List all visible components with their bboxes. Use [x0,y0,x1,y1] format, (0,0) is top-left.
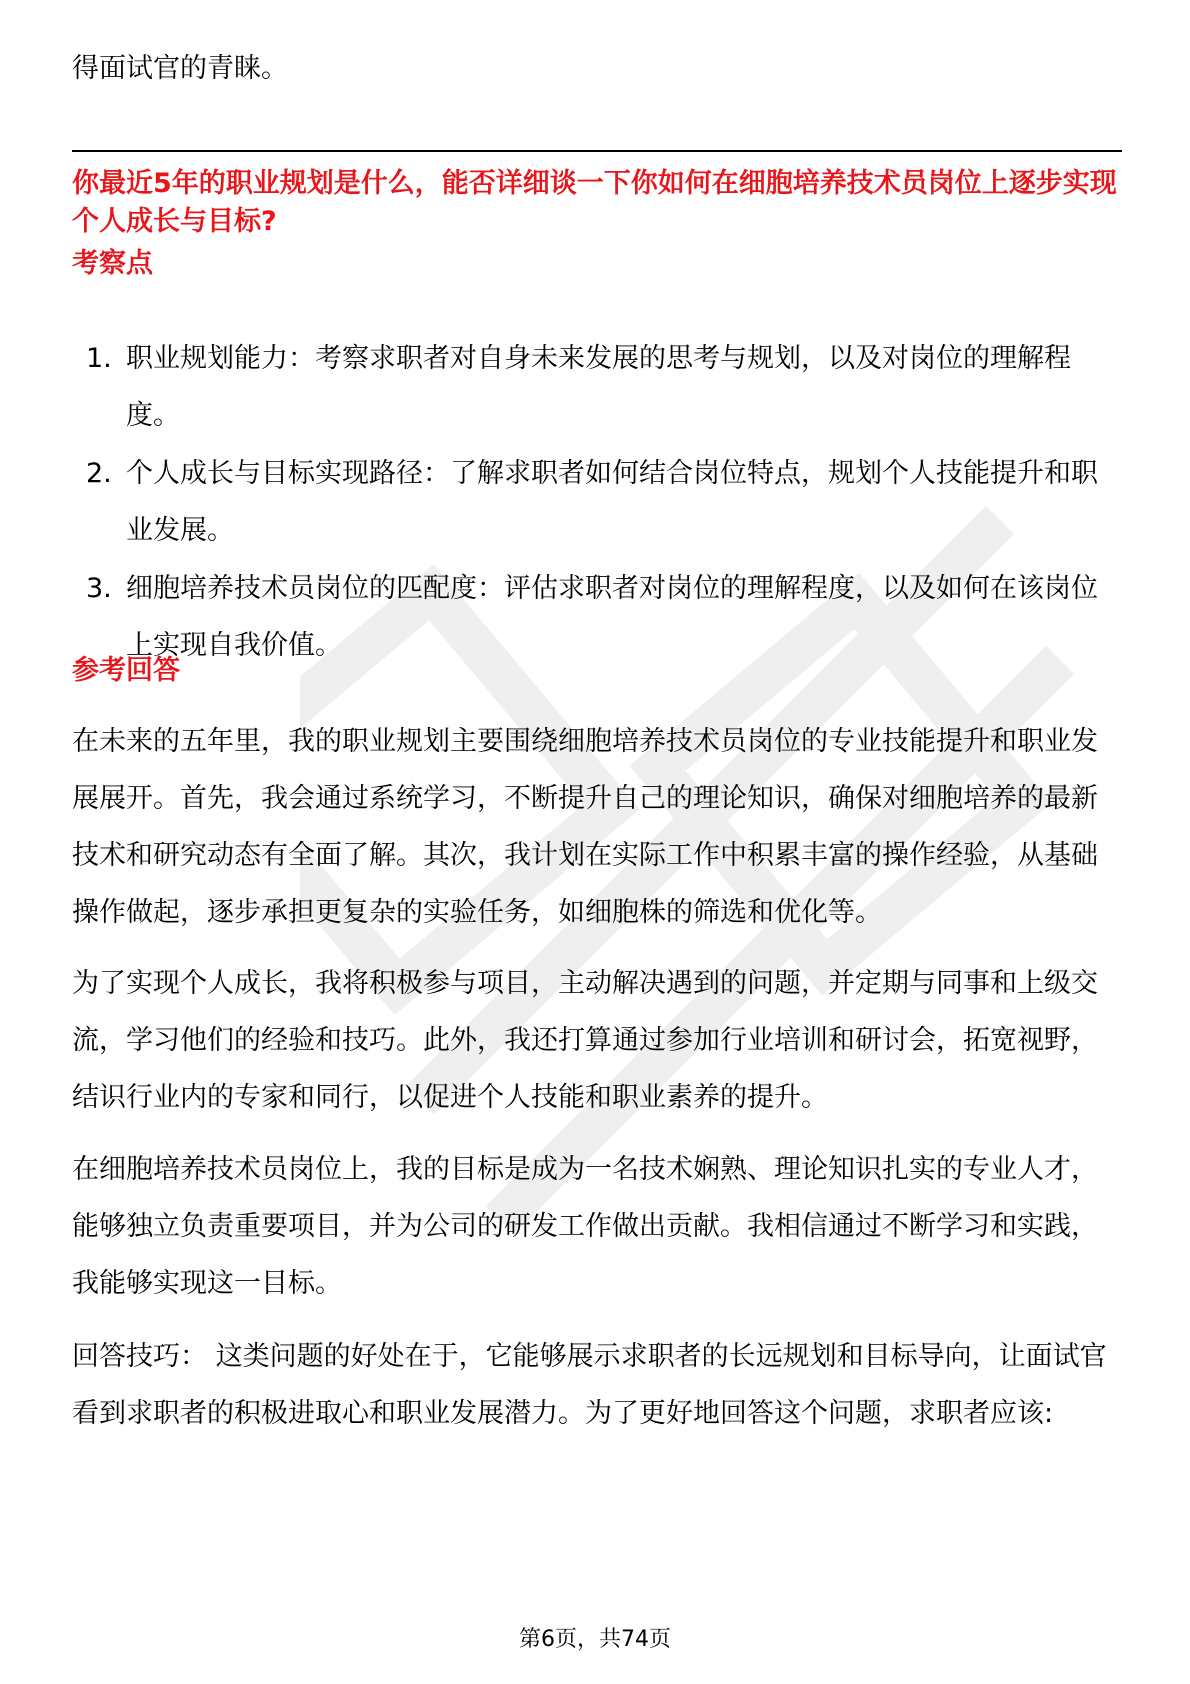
list-item-number: 1. [86,343,112,374]
list-item [72,330,1122,444]
lead-text: 得面试官的青睐。 [72,53,288,84]
list-item-number: 3. [86,573,112,604]
list-item-text: 个人成长与目标实现路径：了解求职者如何结合岗位特点，规划个人技能提升和职业发展。 [126,458,1098,546]
page-number-footer: 第6页，共74页 [519,1627,671,1652]
list-item-text: 职业规划能力：考察求职者对自身未来发展的思考与规划，以及对岗位的理解程度。 [126,343,1071,431]
answer-section-title: 参考回答 [72,655,180,686]
list-item [72,445,1122,559]
answer-paragraph: 在未来的五年里，我的职业规划主要围绕细胞培养技术员岗位的专业技能提升和职业发展展开。首先，我会通过系统学习，不断提升自己的理论知识，确保对细胞培养的最新技术和研究动态有全面了解。其次，我计划在实际工作中积累丰富的操作经验，从基础操作做起，逐步承担更复杂的实验任务，如细胞株的筛选和优化等。 [72,726,1098,928]
answer-paragraph: 在细胞培养技术员岗位上，我的目标是成为一名技术娴熟、理论知识扎实的专业人才，能够独立负责重要项目，并为公司的研发工作做出贡献。我相信通过不断学习和实践，我能够实现这一目标。 [72,1154,1098,1299]
question-heading: 你最近5年的职业规划是什么，能否详细谈一下你如何在细胞培养技术员岗位上逐步实现个人成长与目标? [72,168,1117,237]
focus-points-list [72,330,1122,675]
answer-tip-paragraph: 回答技巧： 这类问题的好处在于，它能够展示求职者的长远规划和目标导向，让面试官看到求职者的积极进取心和职业发展潜力。为了更好地回答这个问题，求职者应该: [72,1341,1107,1429]
list-item [72,560,1122,674]
list-item-text: 细胞培养技术员岗位的匹配度：评估求职者对岗位的理解程度，以及如何在该岗位上实现自我价值。 [126,573,1098,661]
focus-section-title: 考察点 [72,248,153,279]
list-item-number: 2. [86,458,112,489]
answer-paragraph: 为了实现个人成长，我将积极参与项目，主动解决遇到的问题，并定期与同事和上级交流，学习他们的经验和技巧。此外，我还打算通过参加行业培训和研讨会，拓宽视野，结识行业内的专家和同行，以促进个人技能和职业素养的提升。 [72,968,1098,1113]
section-divider [72,150,1122,152]
